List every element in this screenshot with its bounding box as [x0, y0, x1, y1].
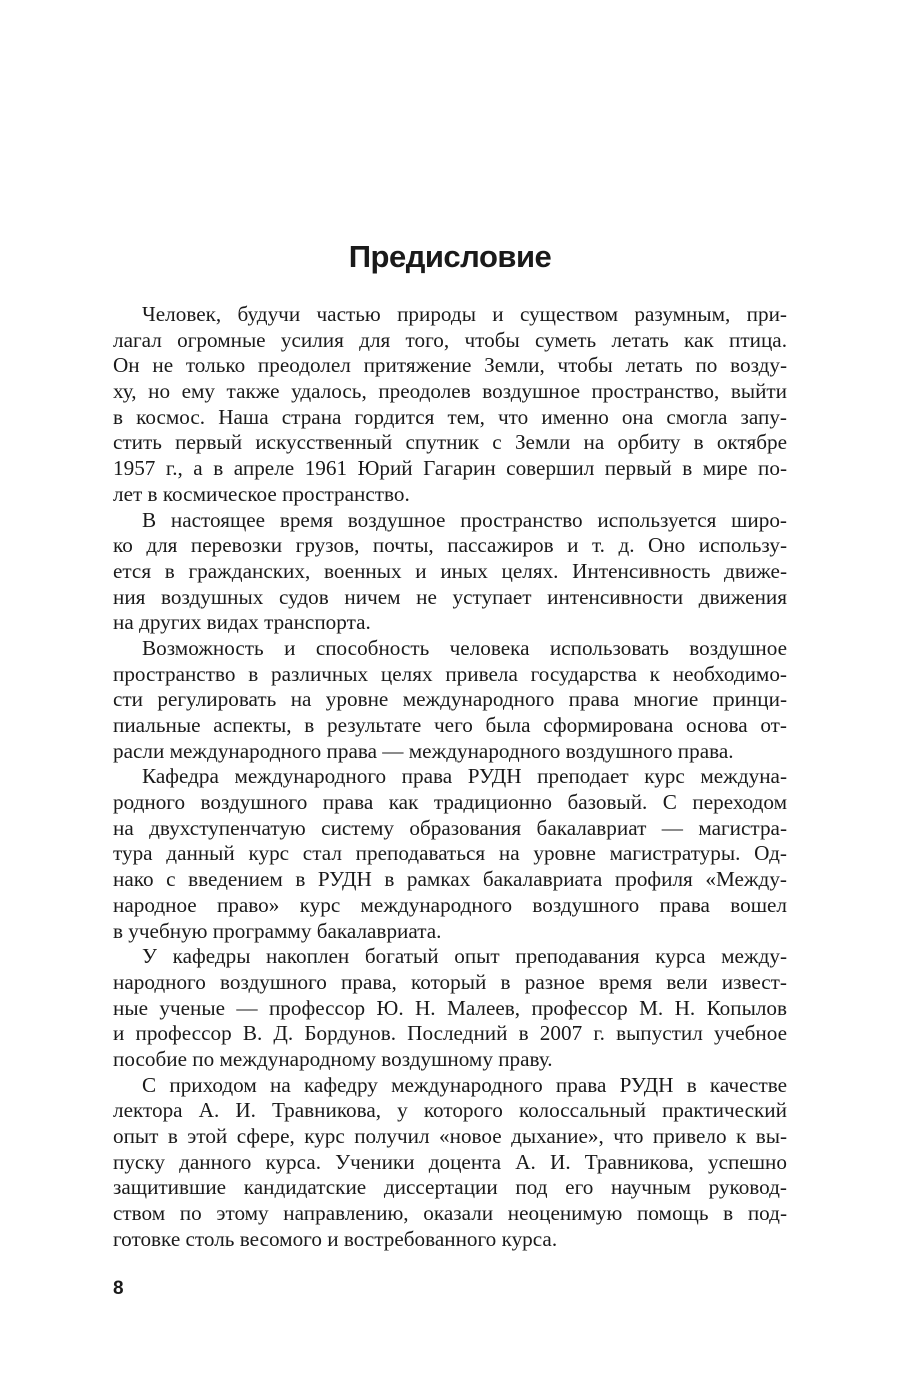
text-line: пиальные аспекты, в результате чего была сформирована основа от-	[113, 713, 787, 737]
text-line: Он не только преодолел притяжение Земли, чтобы летать по возду-	[113, 353, 787, 378]
text-line: народного воздушного права, который в разное время вели извест-	[113, 969, 787, 994]
page-number: 8	[113, 1278, 124, 1299]
paragraph	[113, 636, 787, 764]
text-line: ко для перевозки грузов, почты, пассажиров и т. д. Оно использу-	[113, 533, 787, 558]
text-line: в космос. Наша страна гордится тем, что именно она смогла запу-	[113, 404, 787, 429]
text-line: 1957 г., а в апреле 1961 Юрий Гагарин совершил первый в мире по-	[113, 456, 787, 481]
text-line: лет в космическое пространство.	[113, 481, 410, 506]
text-line: сти регулировать на уровне международного права многие принци-	[113, 687, 787, 712]
text-line: лагал огромные усилия для того, чтобы суметь летать как птица.	[113, 327, 787, 352]
text-line: опыт в этой сфере, курс получил «новое дыхание», что привело к вы-	[113, 1124, 787, 1148]
text-line: У кафедры накоплен богатый опыт преподавания курса между-	[142, 944, 787, 969]
text-line: пространство в различных целях привела государства к необходимо-	[113, 661, 787, 686]
text-line: и профессор В. Д. Бордунов. Последний в 2007 г. выпустил учебное	[113, 1021, 787, 1046]
paragraph	[113, 944, 787, 1072]
text-line: В настоящее время воздушное пространство используется широ-	[142, 507, 787, 532]
text-line: ные ученые — профессор Ю. Н. Малеев, профессор М. Н. Копылов	[113, 995, 787, 1020]
text-line: на двухступенчатую систему образования бакалавриат — магистра-	[113, 815, 787, 840]
paragraph	[113, 764, 787, 944]
text-line: лектора А. И. Травникова, у которого колоссальный практический	[113, 1098, 787, 1123]
text-line: в учебную программу бакалавриата.	[113, 918, 442, 943]
paragraph	[113, 508, 787, 636]
text-line: ния воздушных судов ничем не уступает интенсивности движения	[113, 584, 787, 609]
text-line: Человек, будучи частью природы и существом разумным, при-	[142, 302, 787, 326]
text-line: на других видах транспорта.	[113, 610, 371, 635]
text-line: пособие по международному воздушному праву.	[113, 1046, 553, 1071]
text-line: ется в гражданских, военных и иных целях. Интенсивность движе-	[113, 558, 787, 583]
paragraph	[113, 1073, 787, 1253]
text-line: стить первый искусственный спутник с Земли на орбиту в октябре	[113, 430, 787, 455]
text-line: защитившие кандидатские диссертации под его научным руковод-	[113, 1175, 787, 1200]
text-line: родного воздушного права как традиционно базовый. С переходом	[113, 790, 787, 815]
text-line: С приходом на кафедру международного права РУДН в качестве	[142, 1072, 787, 1097]
text-line: готовке столь весомого и востребованного курса.	[113, 1226, 558, 1251]
text-line: расли международного права — международного воздушного права.	[113, 738, 734, 763]
text-line: Кафедра международного права РУДН преподает курс междуна-	[142, 764, 787, 789]
text-line: Возможность и способность человека использовать воздушное	[142, 635, 787, 660]
paragraph	[113, 302, 787, 508]
text-body	[113, 302, 787, 1252]
text-line: нако с введением в РУДН в рамках бакалавриата профиля «Между-	[113, 867, 787, 892]
page-title: Предисловие	[348, 238, 552, 274]
text-line: тура данный курс стал преподаваться на уровне магистратуры. Од-	[113, 841, 787, 866]
text-line: народное право» курс международного воздушного права вошел	[113, 892, 787, 917]
text-line: ху, но ему также удалось, преодолев воздушное пространство, выйти	[113, 379, 787, 404]
text-line: пуску данного курса. Ученики доцента А. И. Травникова, успешно	[113, 1149, 787, 1174]
text-line: ством по этому направлению, оказали неоценимую помощь в под-	[113, 1201, 787, 1226]
